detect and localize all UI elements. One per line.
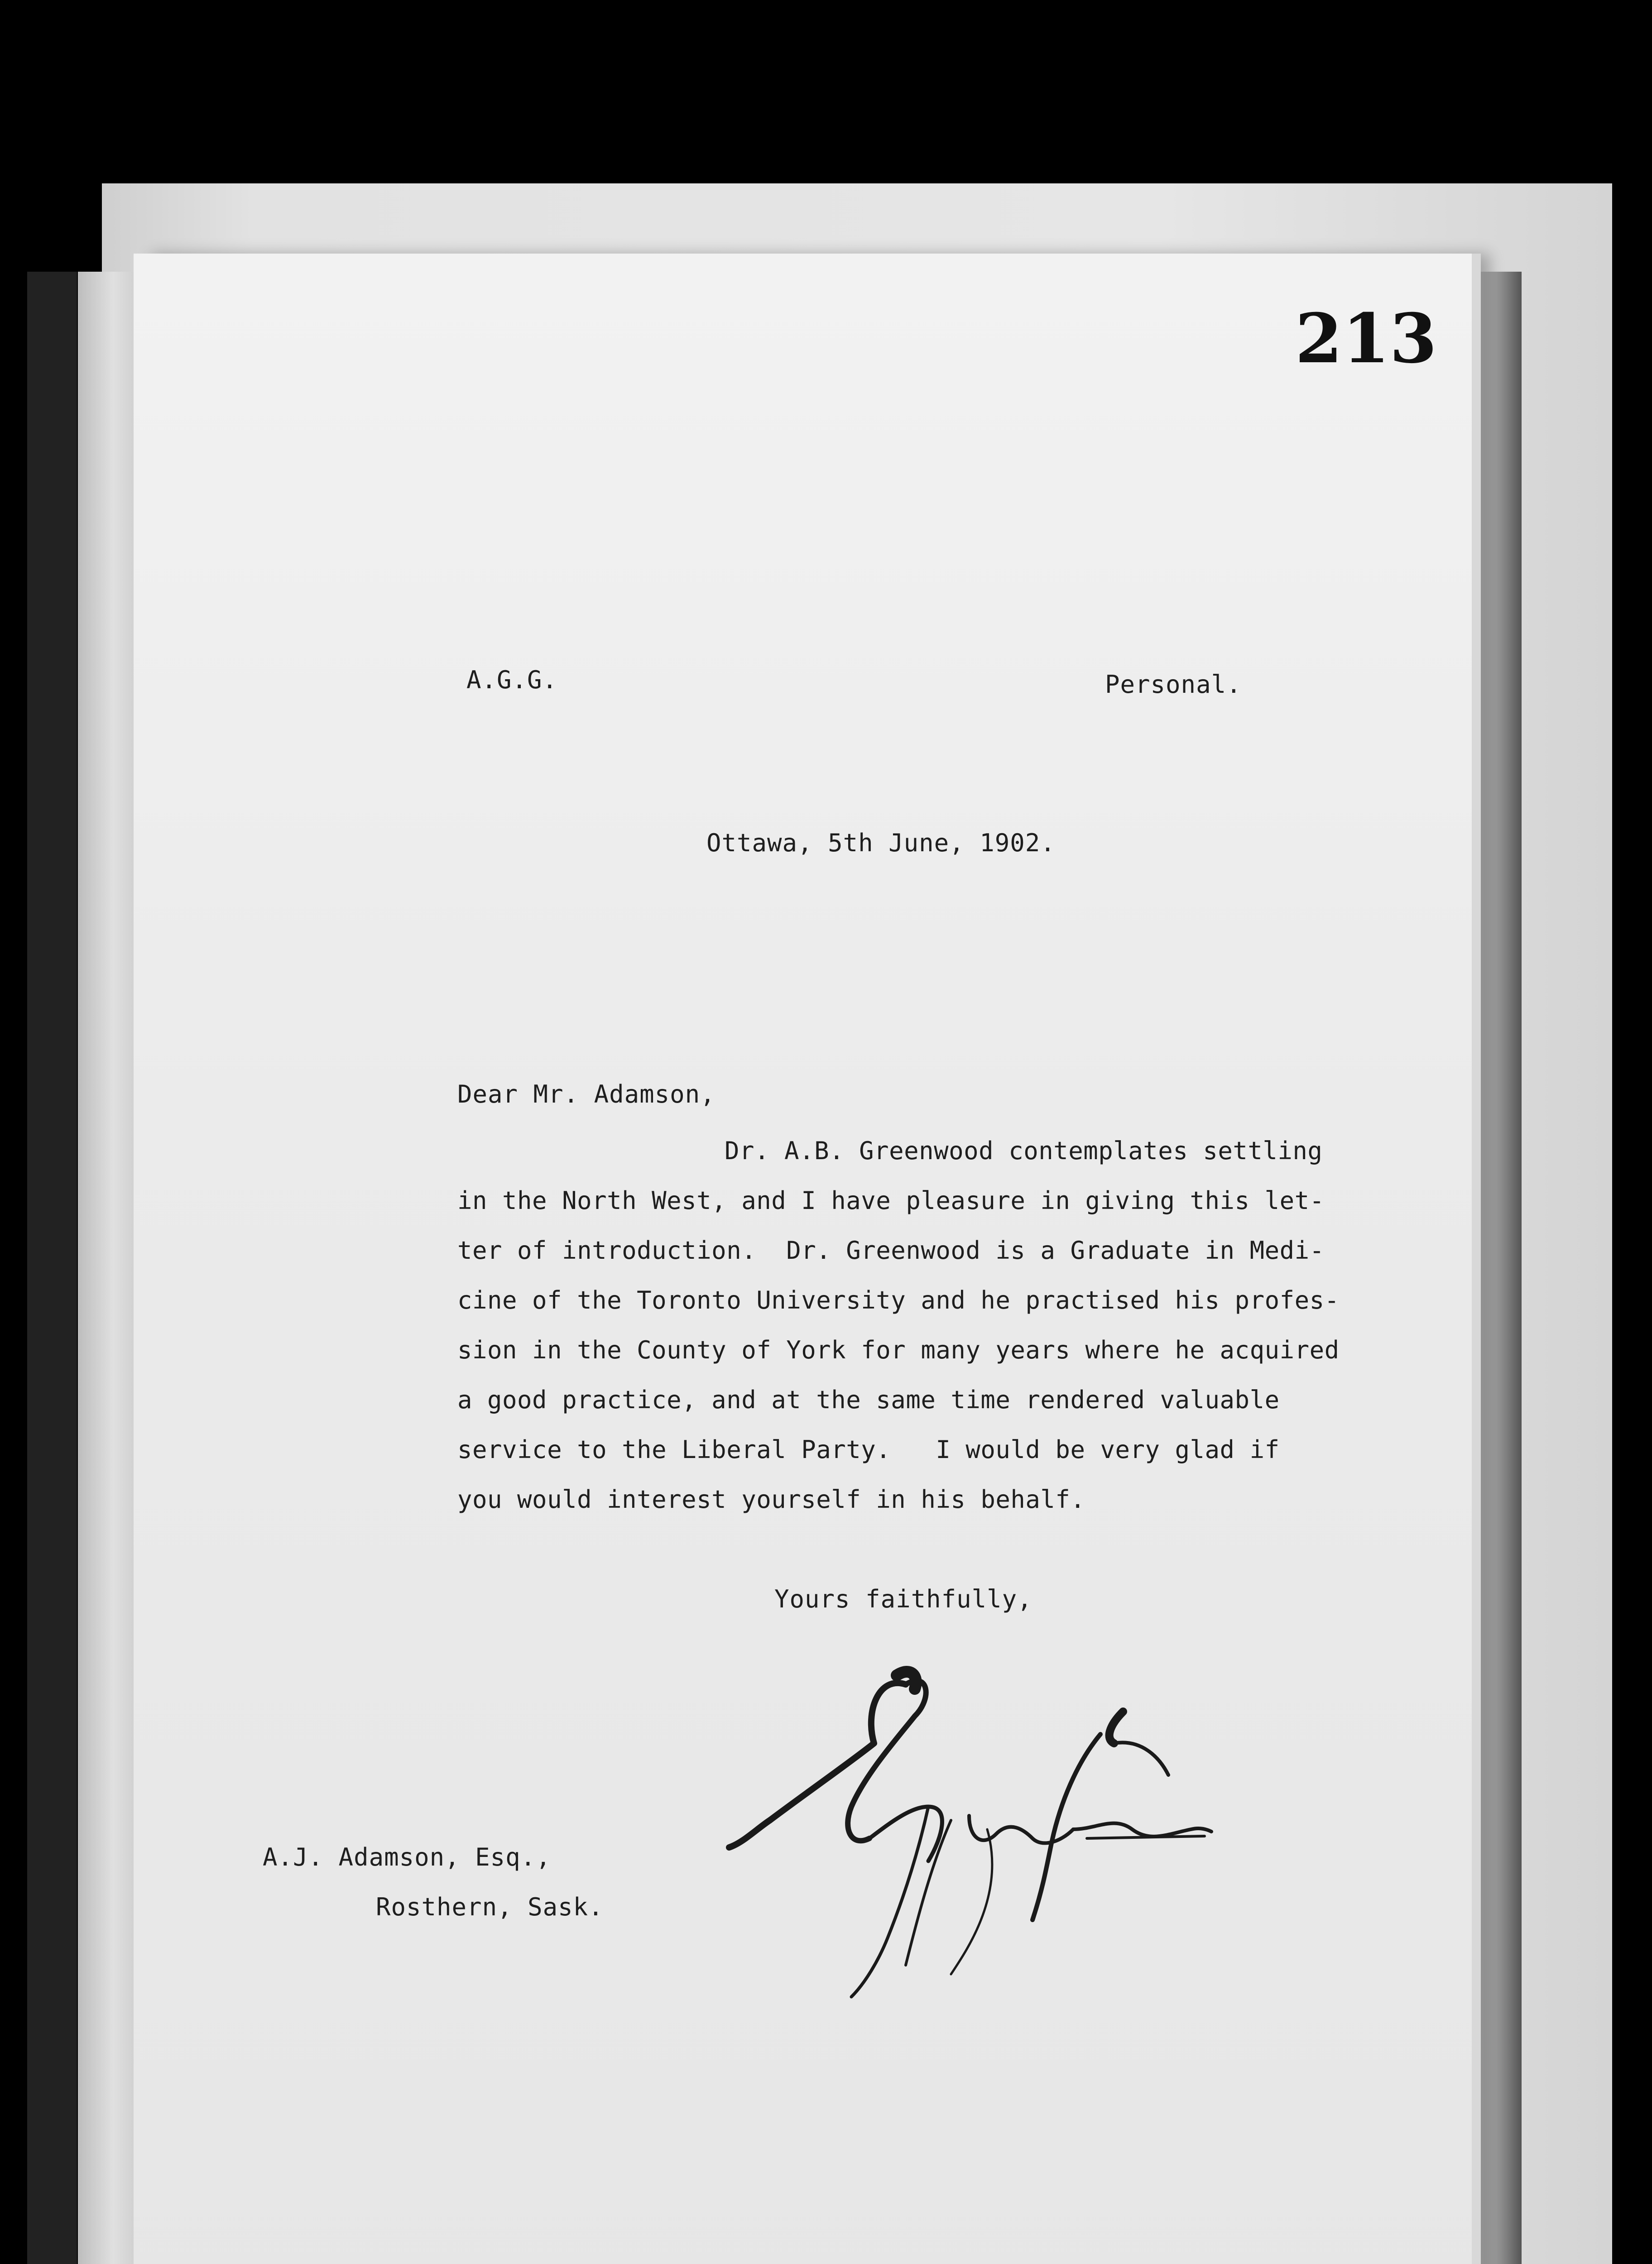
- letter-marking: Personal.: [1105, 670, 1242, 699]
- binding-strip: [27, 272, 77, 2264]
- recipient-place: Rosthern, Sask.: [376, 1893, 604, 1921]
- letter-body-line: a good practice, and at the same time rendered valuable: [457, 1386, 1280, 1414]
- letter-body-line: you would interest yourself in his behalf.: [457, 1485, 1085, 1514]
- letter-closing: Yours faithfully,: [774, 1585, 1032, 1613]
- letter-body-line: Dr. A.B. Greenwood contemplates settling: [725, 1137, 1323, 1165]
- letter-salutation: Dear Mr. Adamson,: [457, 1080, 716, 1108]
- letter-place-date: Ottawa, 5th June, 1902.: [706, 829, 1056, 857]
- page-curl-edge: [1472, 272, 1522, 2264]
- folio-number: 213: [1295, 299, 1437, 379]
- letter-body-line: ter of introduction. Dr. Greenwood is a Graduate in Medi-: [457, 1236, 1325, 1265]
- letter-initials: A.G.G.: [466, 666, 558, 694]
- letter-body-line: in the North West, and I have pleasure in giving this let-: [457, 1186, 1325, 1215]
- recipient-name: A.J. Adamson, Esq.,: [263, 1843, 551, 1871]
- letter-body-line: cine of the Toronto University and he practised his profes-: [457, 1286, 1340, 1314]
- binding-edge: [78, 272, 137, 2264]
- letter-body-line: sion in the County of York for many years where he acquired: [457, 1336, 1340, 1364]
- letter-body-line: service to the Liberal Party. I would be very glad if: [457, 1435, 1280, 1464]
- signature: [716, 1657, 1214, 2001]
